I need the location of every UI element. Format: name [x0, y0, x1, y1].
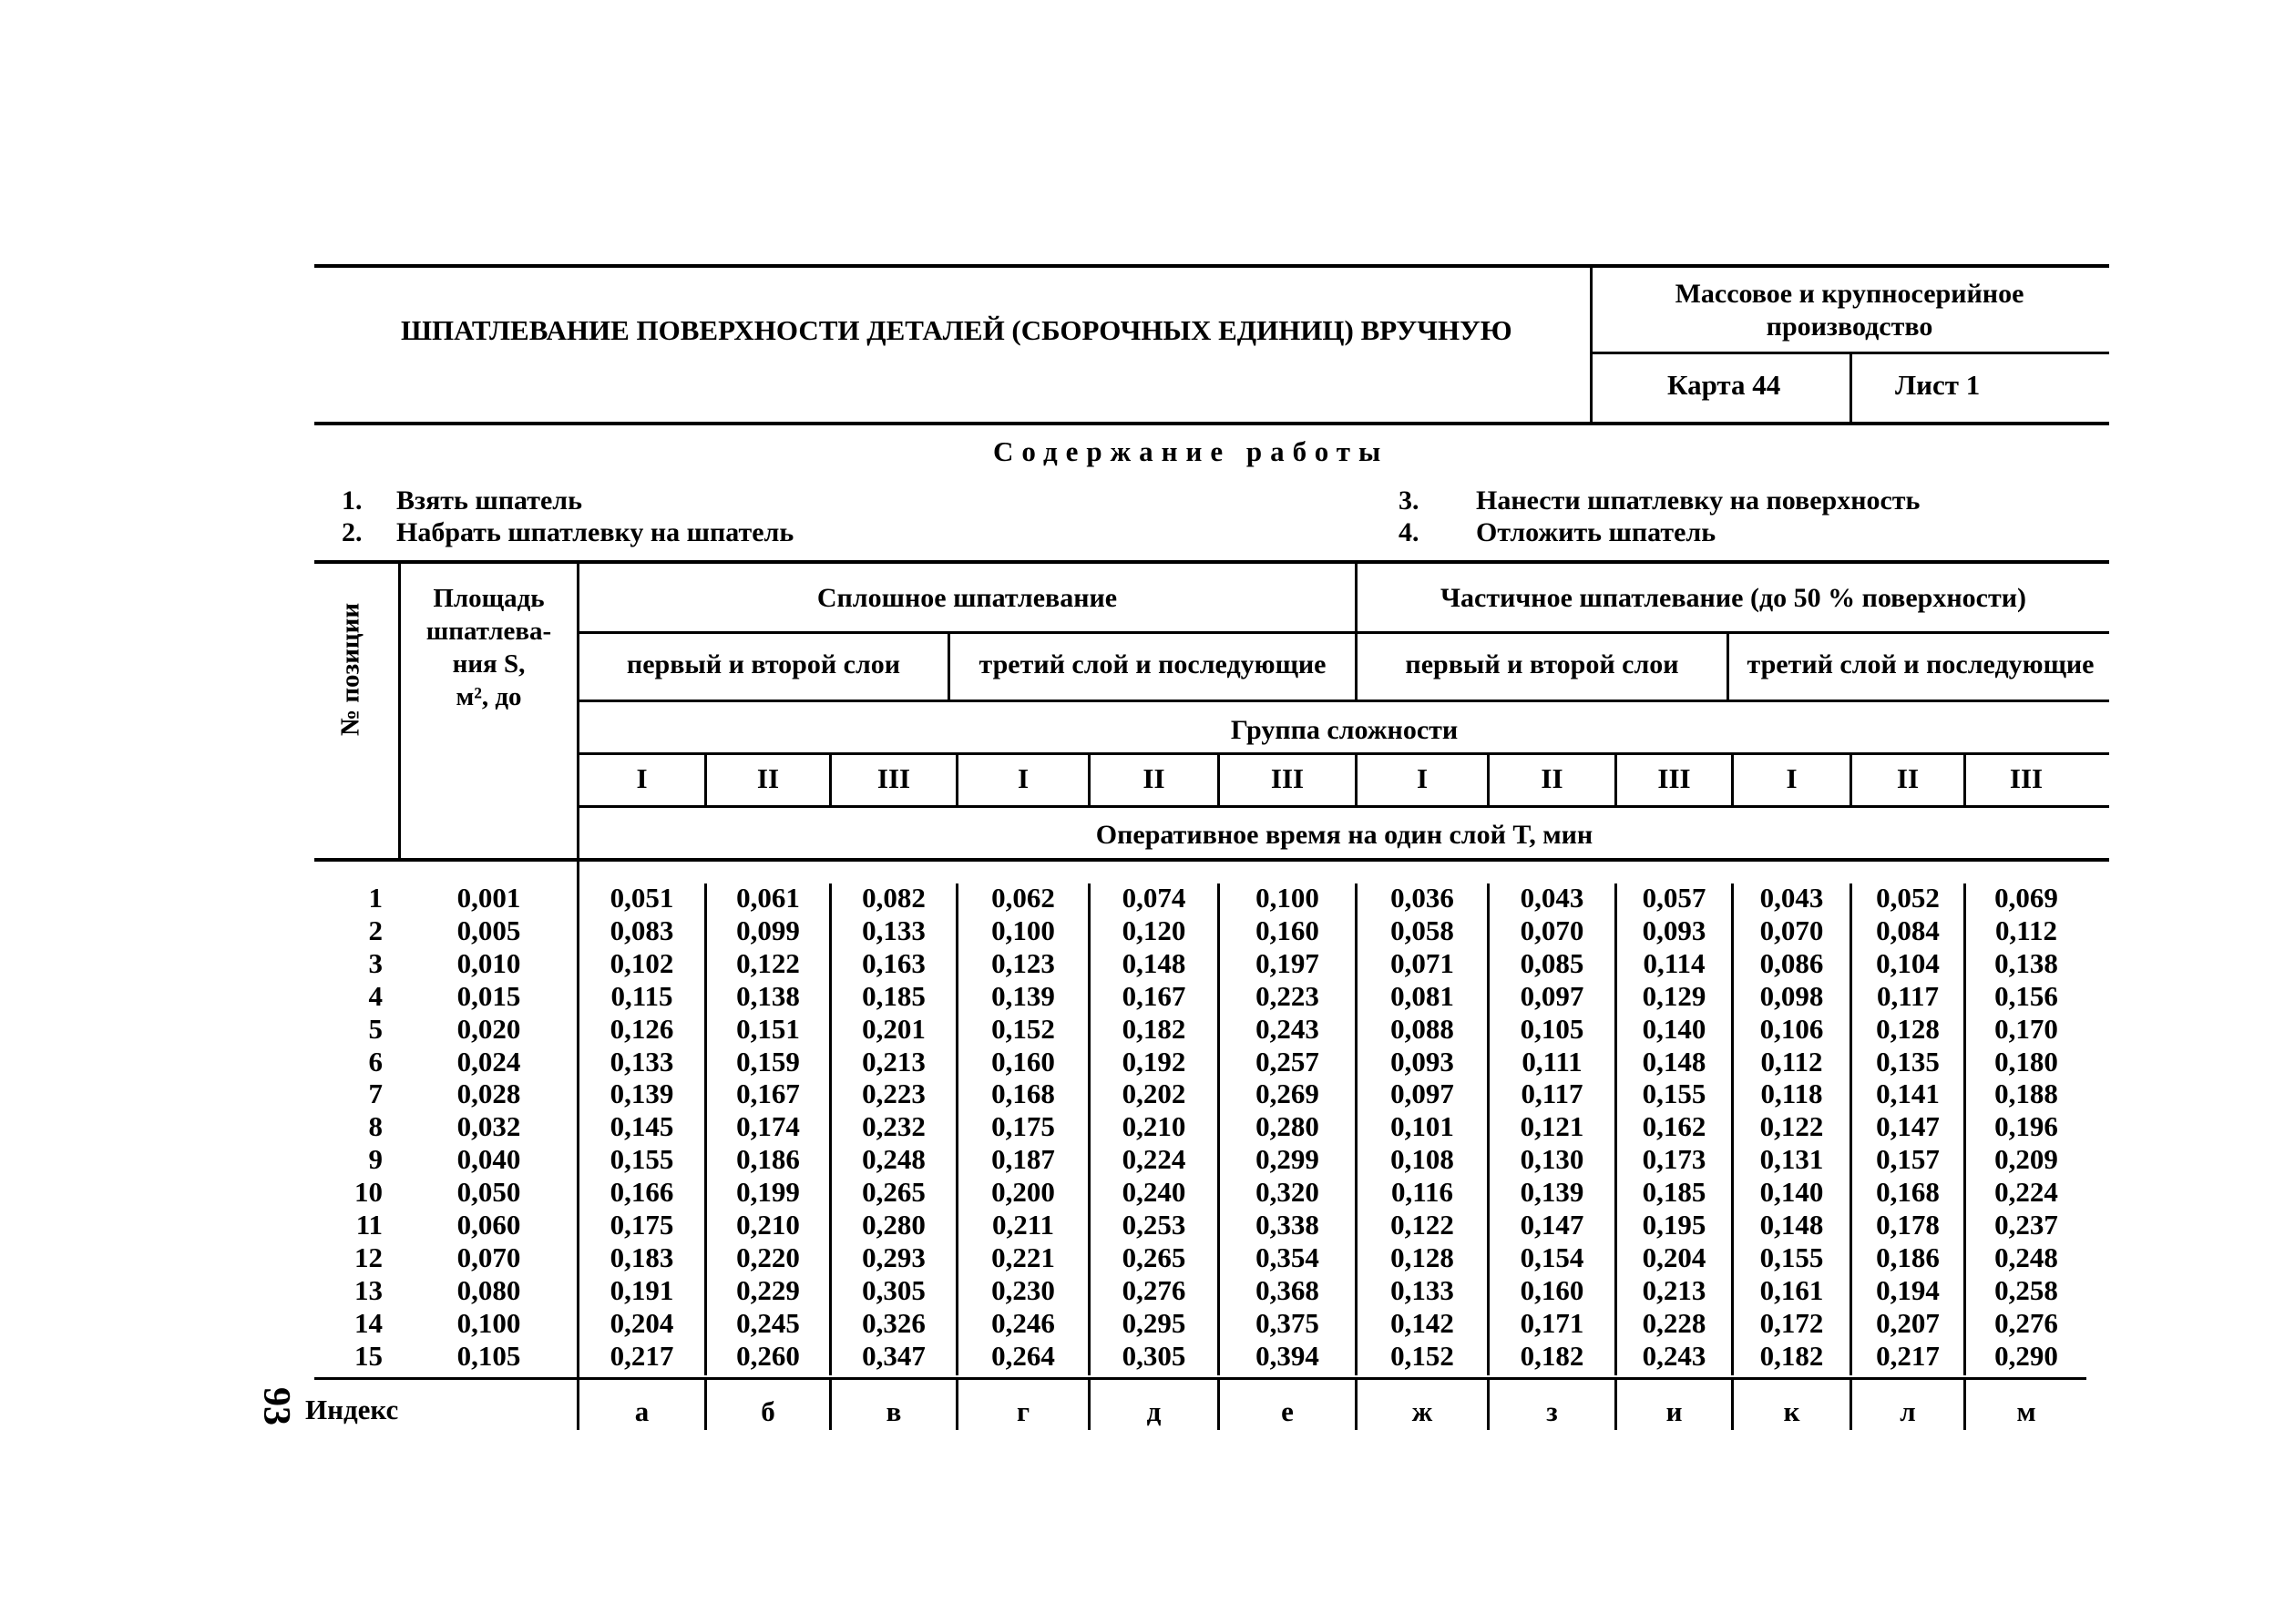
time-value-cell: 0,155 [1759, 1241, 1824, 1273]
time-value-cell: 0,122 [1759, 1110, 1824, 1143]
time-value-cell: 0,062 [991, 882, 1055, 914]
time-value-cell: 0,182 [1122, 1012, 1186, 1045]
time-value-cell: 0,257 [1255, 1045, 1319, 1078]
time-value-cell: 0,326 [862, 1306, 926, 1339]
index-letter-1: а [634, 1395, 650, 1427]
index-letter-2: б [761, 1395, 775, 1427]
time-value-cell: 0,043 [1520, 882, 1584, 914]
time-value-cell: 0,122 [736, 946, 800, 979]
time-value-cell: 0,230 [991, 1273, 1055, 1306]
time-value-cell: 0,178 [1876, 1209, 1940, 1241]
time-value-cell: 0,174 [736, 1110, 800, 1143]
complexity-header: Группа сложности [1230, 715, 1459, 745]
time-value-cell: 0,202 [1122, 1078, 1186, 1110]
time-value-cell: 0,338 [1255, 1209, 1319, 1241]
time-value-cell: 0,170 [1994, 1012, 2058, 1045]
row-position: 14 [354, 1306, 383, 1339]
time-value-cell: 0,194 [1876, 1273, 1940, 1306]
time-value-cell: 0,253 [1122, 1209, 1186, 1241]
time-value-cell: 0,295 [1122, 1306, 1186, 1339]
time-value-cell: 0,175 [991, 1110, 1055, 1143]
time-value-cell: 0,237 [1994, 1209, 2058, 1241]
complexity-group-5: II [1142, 762, 1165, 794]
complexity-group-1: I [636, 762, 648, 794]
time-value-cell: 0,106 [1759, 1012, 1824, 1045]
index-letter-7: ж [1411, 1395, 1433, 1427]
time-value-cell: 0,139 [610, 1078, 674, 1110]
time-value-cell: 0,196 [1994, 1110, 2058, 1143]
time-value-cell: 0,175 [610, 1209, 674, 1241]
time-value-cell: 0,375 [1255, 1306, 1319, 1339]
time-value-cell: 0,276 [1122, 1273, 1186, 1306]
time-value-cell: 0,074 [1122, 882, 1186, 914]
time-value-cell: 0,168 [991, 1078, 1055, 1110]
time-value-cell: 0,138 [736, 979, 800, 1012]
row-area: 0,080 [456, 1273, 521, 1306]
time-value-cell: 0,173 [1642, 1143, 1706, 1176]
complexity-group-12: III [2009, 762, 2044, 794]
partial-header: Частичное шпатлевание (до 50 % поверхности) [1440, 583, 2026, 613]
time-value-cell: 0,320 [1255, 1176, 1319, 1209]
time-value-cell: 0,071 [1390, 946, 1454, 979]
time-value-cell: 0,210 [1122, 1110, 1186, 1143]
time-value-cell: 0,260 [736, 1339, 800, 1372]
time-value-cell: 0,229 [736, 1273, 800, 1306]
time-value-cell: 0,290 [1994, 1339, 2058, 1372]
row-position: 8 [368, 1110, 383, 1143]
time-value-cell: 0,138 [1994, 946, 2058, 979]
time-value-cell: 0,117 [1521, 1078, 1583, 1110]
step-1-num: 1. [342, 485, 363, 516]
time-value-cell: 0,154 [1520, 1241, 1584, 1273]
time-value-cell: 0,130 [1520, 1143, 1584, 1176]
time-value-cell: 0,148 [1759, 1209, 1824, 1241]
time-value-cell: 0,098 [1759, 979, 1824, 1012]
time-value-cell: 0,183 [610, 1241, 674, 1273]
time-value-cell: 0,166 [610, 1176, 674, 1209]
layer-header-1: первый и второй слои [626, 649, 901, 679]
time-value-cell: 0,180 [1994, 1045, 2058, 1078]
time-value-cell: 0,097 [1520, 979, 1584, 1012]
time-value-cell: 0,160 [1520, 1273, 1584, 1306]
time-value-cell: 0,204 [610, 1306, 674, 1339]
document-title: ШПАТЛЕВАНИЕ ПОВЕРХНОСТИ ДЕТАЛЕЙ (СБОРОЧНЫХ ЕДИНИЦ) ВРУЧНУЮ [401, 314, 1512, 346]
time-value-cell: 0,117 [1876, 979, 1940, 1012]
time-value-cell: 0,155 [1642, 1078, 1706, 1110]
time-value-cell: 0,135 [1876, 1045, 1940, 1078]
time-value-cell: 0,084 [1876, 914, 1940, 946]
time-value-cell: 0,036 [1390, 882, 1454, 914]
index-label: Индекс [305, 1394, 399, 1425]
time-value-cell: 0,232 [862, 1110, 926, 1143]
time-value-cell: 0,155 [610, 1143, 674, 1176]
time-value-cell: 0,199 [736, 1176, 800, 1209]
time-value-cell: 0,105 [1520, 1012, 1584, 1045]
time-value-cell: 0,243 [1255, 1012, 1319, 1045]
time-value-cell: 0,354 [1255, 1241, 1319, 1273]
row-position: 12 [354, 1241, 383, 1273]
row-area: 0,070 [456, 1241, 521, 1273]
time-value-cell: 0,115 [610, 979, 673, 1012]
time-value-cell: 0,211 [991, 1209, 1055, 1241]
time-value-cell: 0,161 [1759, 1273, 1824, 1306]
step-2-text: Набрать шпатлевку на шпатель [396, 517, 794, 547]
time-value-cell: 0,131 [1759, 1143, 1824, 1176]
time-value-cell: 0,269 [1255, 1078, 1319, 1110]
time-value-cell: 0,223 [862, 1078, 926, 1110]
time-value-cell: 0,157 [1876, 1143, 1940, 1176]
time-value-cell: 0,182 [1759, 1339, 1824, 1372]
layer-header-2: третий слой и последующие [979, 649, 1327, 679]
index-letter-12: м [2016, 1395, 2036, 1427]
content-title: Содержание работы [993, 435, 1389, 467]
time-value-cell: 0,128 [1390, 1241, 1454, 1273]
time-value-cell: 0,305 [862, 1273, 926, 1306]
time-value-cell: 0,207 [1876, 1306, 1940, 1339]
time-value-cell: 0,133 [1390, 1273, 1454, 1306]
time-value-cell: 0,246 [991, 1306, 1055, 1339]
index-letter-4: г [1016, 1395, 1030, 1427]
time-value-cell: 0,197 [1255, 946, 1319, 979]
time-value-cell: 0,058 [1390, 914, 1454, 946]
time-value-cell: 0,139 [991, 979, 1055, 1012]
layer-header-3: первый и второй слои [1405, 649, 1679, 679]
sheet-number: Лист 1 [1895, 369, 1981, 401]
index-letter-11: л [1900, 1395, 1916, 1427]
row-area: 0,020 [456, 1012, 521, 1045]
time-value-cell: 0,264 [991, 1339, 1055, 1372]
solid-header: Сплошное шпатлевание [816, 583, 1118, 613]
time-value-cell: 0,151 [736, 1012, 800, 1045]
time-value-cell: 0,112 [1760, 1045, 1823, 1078]
time-value-cell: 0,152 [991, 1012, 1055, 1045]
time-value-cell: 0,228 [1642, 1306, 1706, 1339]
time-value-cell: 0,069 [1994, 882, 2058, 914]
time-value-cell: 0,245 [736, 1306, 800, 1339]
time-value-cell: 0,217 [1876, 1339, 1940, 1372]
time-header: Оперативное время на один слой T, мин [1095, 820, 1593, 850]
step-1-text: Взять шпатель [396, 485, 582, 516]
row-position: 9 [368, 1143, 383, 1176]
time-value-cell: 0,140 [1759, 1176, 1824, 1209]
time-value-cell: 0,126 [610, 1012, 674, 1045]
row-position: 1 [368, 882, 383, 914]
row-area: 0,032 [456, 1110, 521, 1143]
time-value-cell: 0,043 [1759, 882, 1824, 914]
time-value-cell: 0,280 [862, 1209, 926, 1241]
time-value-cell: 0,209 [1994, 1143, 2058, 1176]
time-value-cell: 0,141 [1876, 1078, 1940, 1110]
time-value-cell: 0,147 [1876, 1110, 1940, 1143]
time-value-cell: 0,224 [1122, 1143, 1186, 1176]
time-value-cell: 0,185 [862, 979, 926, 1012]
time-value-cell: 0,162 [1642, 1110, 1706, 1143]
complexity-group-2: II [756, 762, 780, 794]
complexity-group-8: II [1541, 762, 1563, 794]
step-2-num: 2. [342, 517, 363, 547]
time-value-cell: 0,116 [1390, 1176, 1454, 1209]
time-value-cell: 0,204 [1642, 1241, 1706, 1273]
time-value-cell: 0,280 [1255, 1110, 1319, 1143]
step-4-text: Отложить шпатель [1476, 517, 1716, 547]
time-value-cell: 0,248 [862, 1143, 926, 1176]
time-value-cell: 0,123 [991, 946, 1055, 979]
time-value-cell: 0,293 [862, 1241, 926, 1273]
time-value-cell: 0,186 [736, 1143, 800, 1176]
time-value-cell: 0,185 [1642, 1176, 1706, 1209]
time-value-cell: 0,057 [1642, 882, 1706, 914]
time-value-cell: 0,142 [1390, 1306, 1454, 1339]
step-3-text: Нанести шпатлевку на поверхность [1476, 485, 1921, 516]
time-value-cell: 0,093 [1642, 914, 1706, 946]
time-value-cell: 0,248 [1994, 1241, 2058, 1273]
time-value-cell: 0,083 [610, 914, 674, 946]
area-header-4: м², до [456, 682, 522, 711]
time-value-cell: 0,061 [736, 882, 800, 914]
production-type: Массовое и крупносерийное производство [1675, 279, 2024, 342]
time-value-cell: 0,182 [1520, 1339, 1584, 1372]
time-value-cell: 0,167 [736, 1078, 800, 1110]
time-value-cell: 0,148 [1642, 1045, 1706, 1078]
area-header-3: ния S, [452, 649, 526, 679]
index-letter-3: в [886, 1395, 902, 1427]
time-value-cell: 0,081 [1390, 979, 1454, 1012]
time-value-cell: 0,051 [610, 882, 674, 914]
row-area: 0,050 [456, 1176, 521, 1209]
area-header-1: Площадь [433, 584, 545, 613]
index-letter-10: к [1783, 1395, 1800, 1427]
layer-header-4: третий слой и последующие [1747, 649, 2095, 679]
time-value-cell: 0,159 [736, 1045, 800, 1078]
row-position: 4 [368, 979, 383, 1012]
time-value-cell: 0,213 [862, 1045, 926, 1078]
time-value-cell: 0,152 [1390, 1339, 1454, 1372]
time-value-cell: 0,160 [991, 1045, 1055, 1078]
time-value-cell: 0,148 [1122, 946, 1186, 979]
time-value-cell: 0,129 [1642, 979, 1706, 1012]
time-value-cell: 0,070 [1520, 914, 1584, 946]
row-position: 11 [355, 1209, 383, 1241]
complexity-group-4: I [1017, 762, 1030, 794]
time-value-cell: 0,258 [1994, 1273, 2058, 1306]
complexity-group-3: III [876, 762, 911, 794]
time-value-cell: 0,128 [1876, 1012, 1940, 1045]
time-value-cell: 0,220 [736, 1241, 800, 1273]
time-value-cell: 0,163 [862, 946, 926, 979]
time-value-cell: 0,217 [610, 1339, 674, 1372]
time-value-cell: 0,224 [1994, 1176, 2058, 1209]
time-value-cell: 0,213 [1642, 1273, 1706, 1306]
position-header: № позиции [335, 602, 365, 737]
time-value-cell: 0,100 [991, 914, 1055, 946]
step-4-num: 4. [1399, 517, 1419, 547]
time-value-cell: 0,102 [610, 946, 674, 979]
time-value-cell: 0,265 [862, 1176, 926, 1209]
row-position: 13 [354, 1273, 383, 1306]
time-value-cell: 0,188 [1994, 1078, 2058, 1110]
time-value-cell: 0,120 [1122, 914, 1186, 946]
time-value-cell: 0,243 [1642, 1339, 1706, 1372]
time-value-cell: 0,191 [610, 1273, 674, 1306]
time-value-cell: 0,210 [736, 1209, 800, 1241]
row-area: 0,100 [456, 1306, 521, 1339]
complexity-group-11: II [1896, 762, 1920, 794]
row-position: 3 [368, 946, 383, 979]
time-value-cell: 0,299 [1255, 1143, 1319, 1176]
time-value-cell: 0,171 [1520, 1306, 1584, 1339]
time-value-cell: 0,172 [1759, 1306, 1824, 1339]
row-area: 0,010 [456, 946, 521, 979]
area-header-2: шпатлева- [425, 617, 552, 646]
row-position: 7 [368, 1078, 383, 1110]
row-position: 6 [368, 1045, 383, 1078]
time-value-cell: 0,167 [1122, 979, 1186, 1012]
time-value-cell: 0,052 [1876, 882, 1940, 914]
time-value-cell: 0,070 [1759, 914, 1824, 946]
time-value-cell: 0,223 [1255, 979, 1319, 1012]
time-value-cell: 0,347 [862, 1339, 926, 1372]
time-value-cell: 0,145 [610, 1110, 674, 1143]
index-letter-9: и [1665, 1395, 1683, 1427]
time-value-cell: 0,147 [1520, 1209, 1584, 1241]
time-value-cell: 0,394 [1255, 1339, 1319, 1372]
time-value-cell: 0,276 [1994, 1306, 2058, 1339]
time-value-cell: 0,200 [991, 1176, 1055, 1209]
row-position: 5 [368, 1012, 383, 1045]
step-3-num: 3. [1399, 485, 1419, 516]
time-value-cell: 0,112 [1994, 914, 2058, 946]
row-area: 0,005 [456, 914, 521, 946]
time-value-cell: 0,104 [1876, 946, 1940, 979]
time-value-cell: 0,118 [1760, 1078, 1823, 1110]
row-area: 0,040 [456, 1143, 521, 1176]
row-area: 0,024 [456, 1045, 521, 1078]
page-number: 93 [255, 1387, 297, 1425]
row-area: 0,001 [456, 882, 521, 914]
row-position: 2 [368, 914, 383, 946]
time-value-cell: 0,168 [1876, 1176, 1940, 1209]
time-value-cell: 0,133 [610, 1045, 674, 1078]
time-value-cell: 0,240 [1122, 1176, 1186, 1209]
row-area: 0,060 [456, 1209, 521, 1241]
time-value-cell: 0,100 [1255, 882, 1319, 914]
time-value-cell: 0,088 [1390, 1012, 1454, 1045]
time-value-cell: 0,099 [736, 914, 800, 946]
time-value-cell: 0,121 [1520, 1110, 1584, 1143]
time-value-cell: 0,221 [991, 1241, 1055, 1273]
complexity-group-7: I [1416, 762, 1429, 794]
time-value-cell: 0,195 [1642, 1209, 1706, 1241]
card-number: Карта 44 [1667, 369, 1781, 401]
time-value-cell: 0,085 [1520, 946, 1584, 979]
time-value-cell: 0,114 [1643, 946, 1706, 979]
time-value-cell: 0,093 [1390, 1045, 1454, 1078]
time-value-cell: 0,101 [1390, 1110, 1454, 1143]
time-value-cell: 0,265 [1122, 1241, 1186, 1273]
time-value-cell: 0,097 [1390, 1078, 1454, 1110]
complexity-group-9: III [1657, 762, 1691, 794]
time-value-cell: 0,160 [1255, 914, 1319, 946]
time-value-cell: 0,082 [862, 882, 926, 914]
time-value-cell: 0,139 [1520, 1176, 1584, 1209]
time-value-cell: 0,368 [1255, 1273, 1319, 1306]
time-value-cell: 0,122 [1390, 1209, 1454, 1241]
row-area: 0,015 [456, 979, 521, 1012]
time-value-cell: 0,108 [1390, 1143, 1454, 1176]
row-area: 0,105 [456, 1339, 521, 1372]
time-value-cell: 0,140 [1642, 1012, 1706, 1045]
time-value-cell: 0,187 [991, 1143, 1055, 1176]
index-letter-5: д [1146, 1395, 1162, 1427]
time-value-cell: 0,133 [862, 914, 926, 946]
time-value-cell: 0,201 [862, 1012, 926, 1045]
time-value-cell: 0,156 [1994, 979, 2058, 1012]
time-value-cell: 0,111 [1522, 1045, 1583, 1078]
row-position: 10 [354, 1176, 383, 1209]
time-value-cell: 0,086 [1759, 946, 1824, 979]
row-position: 15 [354, 1339, 383, 1372]
time-value-cell: 0,192 [1122, 1045, 1186, 1078]
complexity-group-10: I [1786, 762, 1798, 794]
complexity-group-6: III [1270, 762, 1305, 794]
index-letter-6: е [1281, 1395, 1294, 1427]
row-area: 0,028 [456, 1078, 521, 1110]
index-letter-8: з [1546, 1395, 1558, 1427]
time-value-cell: 0,186 [1876, 1241, 1940, 1273]
time-value-cell: 0,305 [1122, 1339, 1186, 1372]
